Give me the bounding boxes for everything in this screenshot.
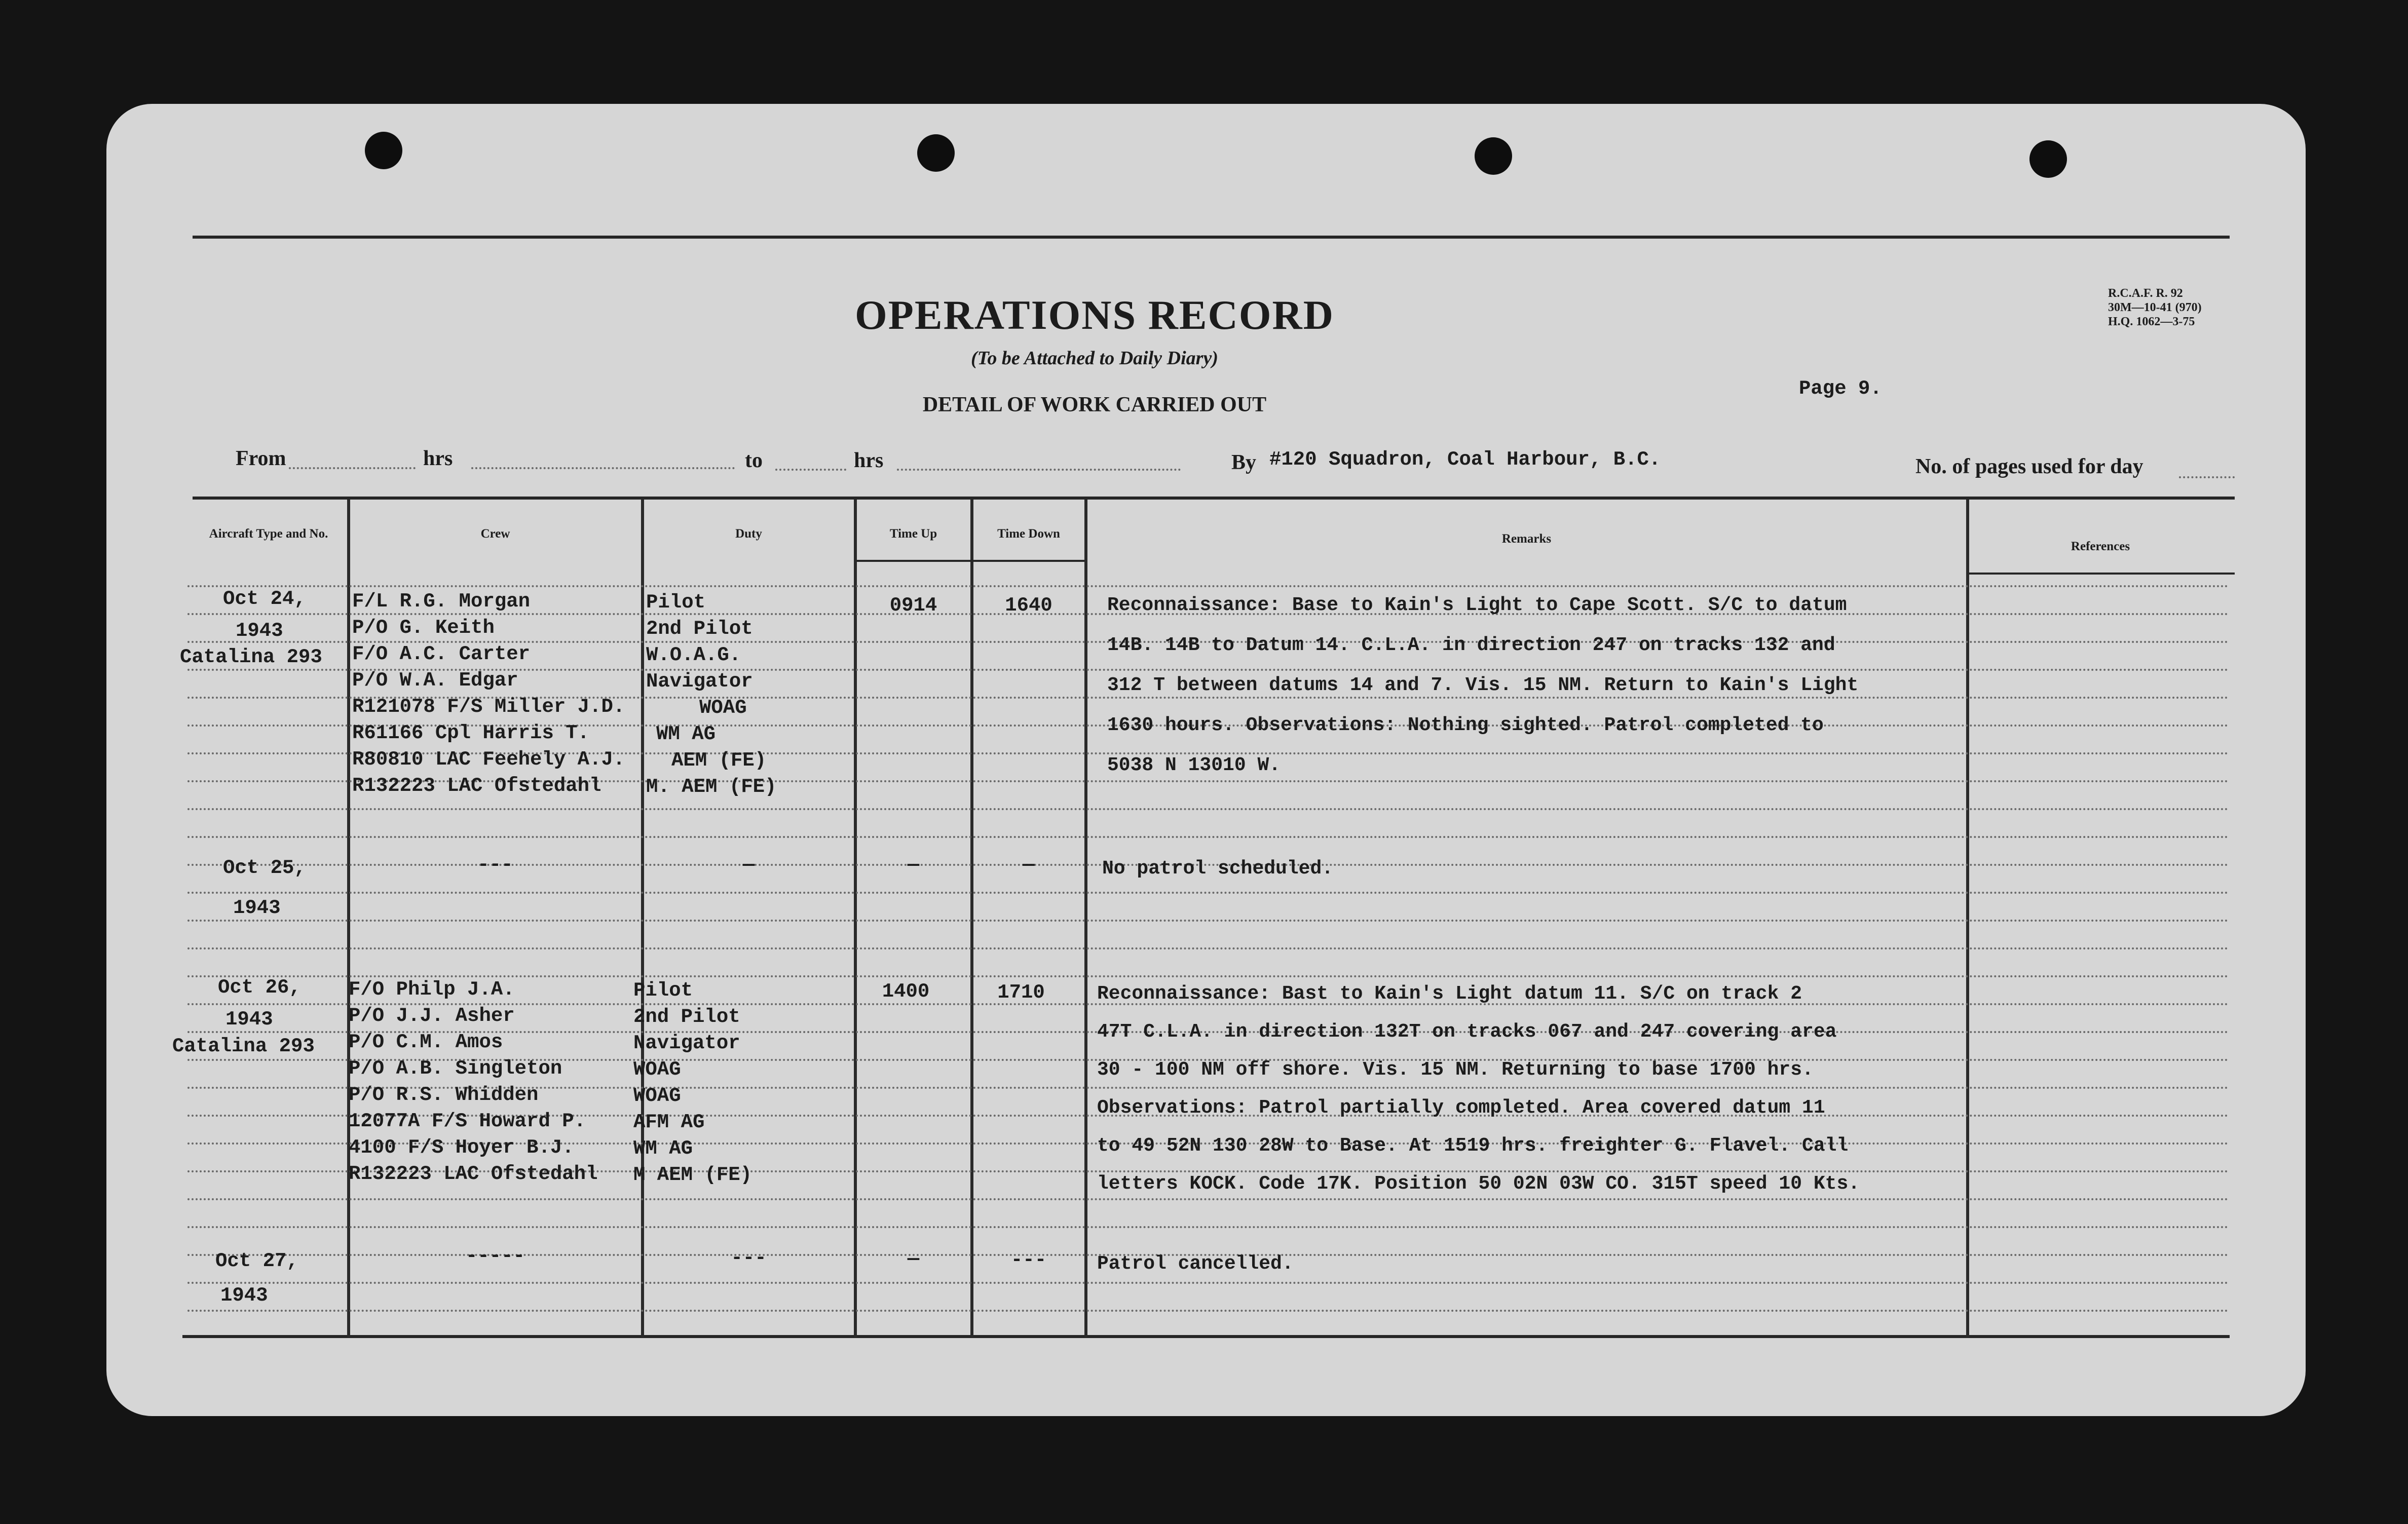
column-separator — [1084, 499, 1087, 1338]
page-subtitle: (To be Attached to Daily Diary) — [971, 348, 1218, 369]
form-code-line: 30M—10-41 (970) — [2108, 301, 2202, 314]
duty-value: AEM (FE) — [671, 749, 767, 772]
crew-member: R132223 LAC Ofstedahl — [352, 775, 601, 797]
time-down-dash: --- — [1010, 1249, 1047, 1271]
remarks-line: Patrol cancelled. — [1097, 1253, 1294, 1275]
crew-dash: --- — [477, 854, 513, 876]
to-label: to — [745, 449, 763, 472]
duty-value: WOAG — [633, 1058, 681, 1081]
duty-value: Pilot — [646, 591, 706, 614]
crew-dash: ----- — [465, 1245, 525, 1267]
remarks-line: letters KOCK. Code 17K. Position 50 02N 03W CO. 315T speed 10 Kts. — [1097, 1173, 1860, 1195]
remarks-line: to 49 52N 130 28W to Base. At 1519 hrs. freighter G. Flavel. Call — [1097, 1135, 1849, 1157]
ruled-line — [187, 1226, 2230, 1228]
form-code-line: R.C.A.F. R. 92 — [2108, 287, 2183, 300]
table-bottom-rule — [182, 1335, 2230, 1338]
from-label: From — [236, 447, 286, 470]
crew-member: R80810 LAC Feehely A.J. — [352, 748, 625, 771]
remarks-line: Reconnaissance: Base to Kain's Light to Cape Scott. S/C to datum — [1107, 594, 1847, 616]
entry-year: 1943 — [225, 1008, 273, 1031]
squadron-value: #120 Squadron, Coal Harbour, B.C. — [1269, 448, 1661, 471]
entry-year: 1943 — [233, 897, 281, 919]
crew-member: P/O W.A. Edgar — [352, 669, 518, 692]
column-header-references: References — [2071, 540, 2130, 553]
column-separator — [641, 499, 644, 1338]
table-top-rule — [193, 497, 2235, 500]
time-down-value: 1640 — [1005, 594, 1052, 617]
ruled-line — [187, 808, 2230, 810]
ruled-line — [187, 1198, 2230, 1200]
duty-value: W.O.A.G. — [646, 644, 741, 666]
crew-member: P/O C.M. Amos — [349, 1031, 503, 1053]
pages-used-label: No. of pages used for day — [1915, 455, 2143, 478]
operations-record-card — [106, 104, 2306, 1416]
ruled-line — [187, 975, 2230, 977]
ruled-line — [187, 947, 2230, 949]
header-rule — [1969, 573, 2235, 575]
time-down-value: 1710 — [997, 981, 1045, 1004]
duty-value: 2nd Pilot — [646, 618, 753, 640]
duty-value: Pilot — [633, 979, 693, 1002]
column-header-time-up: Time Up — [889, 527, 937, 541]
entry-aircraft: Catalina 293 — [180, 646, 322, 668]
binder-hole — [2029, 140, 2067, 178]
pages-used-blank — [2179, 476, 2235, 478]
crew-member: R121078 F/S Miller J.D. — [352, 696, 625, 718]
binder-hole — [917, 134, 955, 172]
hrs-label: hrs — [423, 447, 453, 470]
duty-dash: --- — [731, 1247, 767, 1269]
ruled-line — [187, 1310, 2230, 1312]
time-down-dash: — — [1023, 854, 1035, 876]
remarks-line: No patrol scheduled. — [1102, 858, 1334, 880]
crew-member: R132223 LAC Ofstedahl — [349, 1163, 598, 1185]
remarks-line: 5038 N 13010 W. — [1107, 754, 1281, 776]
column-separator — [347, 499, 350, 1338]
crew-member: F/O A.C. Carter — [352, 643, 531, 665]
column-header-aircraft: Aircraft Type and No. — [209, 527, 328, 541]
duty-value: 2nd Pilot — [633, 1006, 740, 1028]
remarks-line: 1630 hours. Observations: Nothing sighted. Patrol completed to — [1107, 714, 1824, 736]
ruled-line — [187, 892, 2230, 894]
column-header-duty: Duty — [735, 527, 762, 541]
page-number: Page 9. — [1799, 377, 1882, 400]
top-rule — [193, 236, 2230, 239]
hrs-label-2: hrs — [854, 449, 884, 472]
ruled-line — [187, 585, 2230, 587]
ruled-line — [187, 1282, 2230, 1284]
crew-member: P/O A.B. Singleton — [349, 1057, 562, 1080]
remarks-line: Observations: Patrol partially completed. Area covered datum 11 — [1097, 1097, 1825, 1119]
entry-date: Oct 27, — [215, 1250, 298, 1272]
ruled-line — [187, 920, 2230, 922]
from-date-blank — [471, 467, 735, 469]
detail-heading: DETAIL OF WORK CARRIED OUT — [922, 393, 1267, 416]
entry-aircraft: Catalina 293 — [172, 1035, 315, 1057]
to-date-blank — [897, 469, 1181, 471]
column-separator — [854, 499, 857, 1338]
duty-value: WM AG — [633, 1137, 693, 1160]
duty-value: WM AG — [656, 723, 716, 745]
ruled-line — [187, 836, 2230, 838]
remarks-line: 14B. 14B to Datum 14. C.L.A. in direction 247 on tracks 132 and — [1107, 634, 1835, 656]
form-code — [2108, 286, 2202, 329]
duty-value: Navigator — [646, 670, 753, 693]
to-blank — [775, 469, 846, 471]
duty-value: Navigator — [633, 1032, 740, 1054]
column-header-remarks: Remarks — [1501, 532, 1552, 546]
crew-member: P/O J.J. Asher — [349, 1005, 515, 1027]
entry-date: Oct 25, — [223, 857, 306, 879]
time-up-dash: — — [907, 854, 920, 876]
crew-member: R61166 Cpl Harris T. — [352, 722, 590, 744]
duty-value: WOAG — [633, 1085, 681, 1107]
column-header-time-down: Time Down — [997, 527, 1060, 541]
entry-year: 1943 — [220, 1284, 268, 1307]
duty-value: AFM AG — [633, 1111, 705, 1133]
binder-hole — [1475, 137, 1512, 175]
duty-value: M. AEM (FE) — [646, 776, 777, 798]
time-up-value: 0914 — [889, 594, 937, 617]
duty-value: M AEM (FE) — [633, 1164, 752, 1186]
remarks-line: 47T C.L.A. in direction 132T on tracks 067 and 247 covering area — [1097, 1021, 1837, 1043]
crew-member: P/O R.S. Whidden — [349, 1084, 539, 1106]
crew-member: 12077A F/S Howard P. — [349, 1110, 586, 1132]
remarks-line: 312 T between datums 14 and 7. Vis. 15 NM. Return to Kain's Light — [1107, 674, 1859, 696]
page-title: OPERATIONS RECORD — [855, 292, 1334, 338]
from-blank — [289, 467, 416, 469]
duty-value: WOAG — [699, 697, 747, 719]
time-up-value: 1400 — [882, 980, 930, 1003]
crew-member: F/O Philp J.A. — [349, 978, 515, 1001]
column-separator — [970, 499, 973, 1338]
column-separator — [1966, 499, 1969, 1338]
duty-dash: — — [742, 854, 755, 876]
binder-hole — [365, 132, 402, 169]
crew-member: P/O G. Keith — [352, 617, 495, 639]
remarks-line: Reconnaissance: Bast to Kain's Light datum 11. S/C on track 2 — [1097, 983, 1802, 1005]
form-code-line: H.Q. 1062—3-75 — [2108, 315, 2195, 328]
remarks-line: 30 - 100 NM off shore. Vis. 15 NM. Returning to base 1700 hrs. — [1097, 1059, 1814, 1081]
crew-member: 4100 F/S Hoyer B.J. — [349, 1136, 574, 1159]
crew-member: F/L R.G. Morgan — [352, 590, 531, 613]
entry-year: 1943 — [236, 620, 283, 642]
header-rule — [856, 560, 1084, 562]
entry-date: Oct 26, — [218, 976, 301, 999]
column-header-crew: Crew — [480, 527, 510, 541]
entry-date: Oct 24, — [223, 588, 306, 610]
time-up-dash: — — [907, 1248, 920, 1270]
by-label: By — [1231, 451, 1257, 474]
